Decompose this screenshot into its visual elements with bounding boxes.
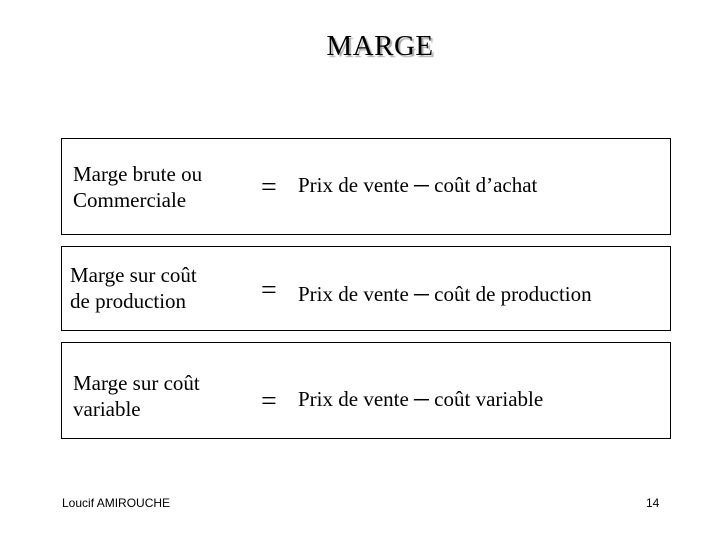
term-label: Marge brute ou Commerciale — [73, 162, 203, 212]
formula-text: Prix de vente ─ coût variable — [298, 387, 544, 411]
margin-definition-production — [61, 246, 671, 331]
equals-sign: = — [261, 172, 277, 203]
page-number: 14 — [646, 496, 660, 510]
formula-text: Prix de vente ─ coût de production — [298, 282, 592, 306]
footer-author: Loucif AMIROUCHE — [62, 496, 171, 510]
term-label: Marge sur coût variable — [73, 371, 200, 421]
margin-definition-variable — [61, 342, 671, 439]
slide-title: MARGE — [326, 30, 434, 62]
margin-definition-gross — [61, 138, 671, 235]
equals-sign: = — [261, 275, 277, 306]
term-label: Marge sur coût de production — [70, 263, 197, 313]
equals-sign: = — [261, 386, 277, 417]
formula-text: Prix de vente ─ coût d’achat — [298, 173, 538, 197]
